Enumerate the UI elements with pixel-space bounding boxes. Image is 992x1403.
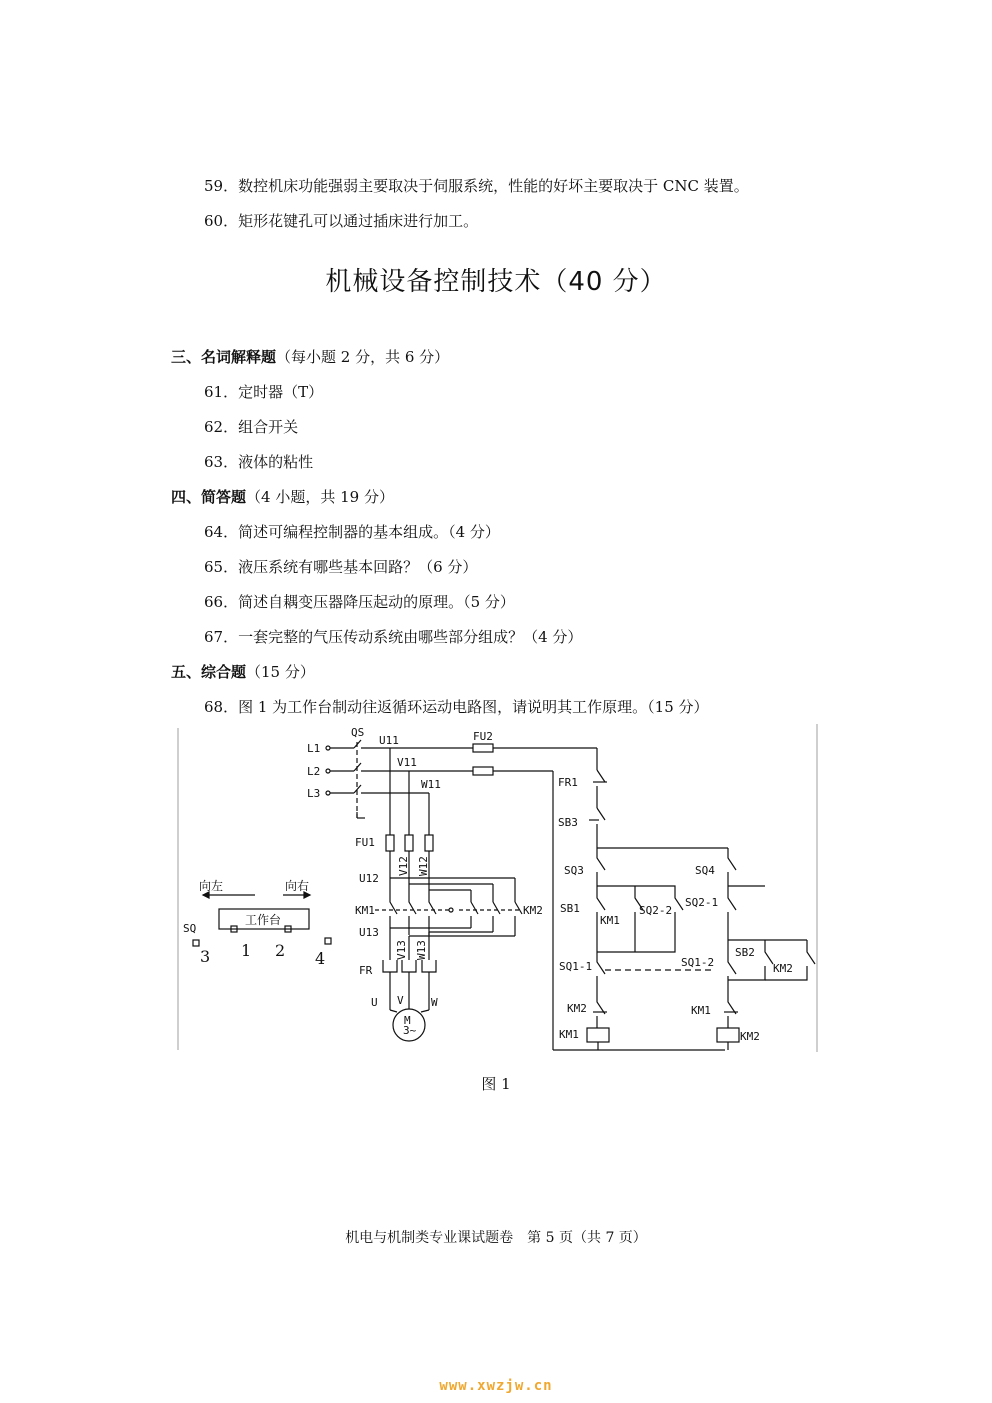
label-w11: W11 bbox=[421, 778, 441, 791]
question-64: 64．简述可编程控制器的基本组成。（4 分） bbox=[204, 523, 500, 541]
question-65: 65．液压系统有哪些基本回路？（6 分） bbox=[204, 558, 478, 576]
label-sq1-2: SQ1-2 bbox=[681, 956, 715, 969]
label-u11: U11 bbox=[379, 734, 399, 747]
label-fu2: FU2 bbox=[473, 730, 493, 743]
label-km1-main: KM1 bbox=[355, 904, 375, 917]
question-67: 67．一套完整的气压传动系统由哪些部分组成？（4 分） bbox=[204, 628, 583, 646]
label-qs: QS bbox=[351, 726, 365, 739]
part5-heading: 五、综合题 bbox=[171, 663, 247, 681]
label-km2-aux: KM2 bbox=[773, 962, 793, 975]
label-fu1: FU1 bbox=[355, 836, 375, 849]
label-motor: M bbox=[404, 1014, 411, 1027]
part4-heading: 四、简答题 bbox=[171, 488, 247, 506]
label-sq3: SQ3 bbox=[564, 864, 584, 877]
label-w: W bbox=[431, 996, 438, 1009]
label-motor-sub: 3~ bbox=[403, 1024, 417, 1037]
label-u: U bbox=[371, 996, 378, 1009]
part3-note: （每小题 2 分，共 6 分） bbox=[276, 348, 450, 366]
question-60: 60．矩形花键孔可以通过插床进行加工。 bbox=[204, 212, 479, 230]
label-v12: V12 bbox=[397, 856, 410, 876]
label-km2-coil: KM2 bbox=[740, 1030, 760, 1043]
label-sb1: SB1 bbox=[560, 902, 580, 915]
label-table: 工作台 bbox=[245, 913, 282, 927]
figure-caption: 图 1 bbox=[481, 1075, 511, 1093]
label-sq4: SQ4 bbox=[695, 864, 715, 877]
label-km1-coil: KM1 bbox=[559, 1028, 579, 1041]
label-sq4-num: 4 bbox=[315, 949, 326, 968]
label-l3: L3 bbox=[307, 787, 321, 800]
label-sq3-num: 3 bbox=[200, 947, 211, 966]
label-u12: U12 bbox=[359, 872, 379, 885]
page-footer: 机电与机制类专业课试题卷 第 5 页（共 7 页） bbox=[345, 1230, 647, 1246]
label-w13: W13 bbox=[415, 940, 428, 960]
part3-header bbox=[171, 347, 449, 367]
part4-note: （4 小题，共 19 分） bbox=[246, 488, 394, 506]
label-sb2: SB2 bbox=[735, 946, 755, 959]
watermark: www.xwzjw.cn bbox=[439, 1378, 553, 1394]
label-sq1-num: 1 bbox=[241, 941, 252, 960]
label-sq1-1: SQ1-1 bbox=[559, 960, 593, 973]
circuit-diagram bbox=[175, 720, 825, 1060]
part3-heading: 三、名词解释题 bbox=[171, 348, 277, 366]
part5-note: （15 分） bbox=[246, 663, 315, 681]
label-l1: L1 bbox=[307, 742, 321, 755]
question-62: 62．组合开关 bbox=[204, 418, 299, 436]
question-59: 59．数控机床功能强弱主要取决于伺服系统，性能的好坏主要取决于 CNC 装置。 bbox=[204, 177, 749, 195]
label-v: V bbox=[397, 994, 404, 1007]
label-km1-aux: KM1 bbox=[600, 914, 620, 927]
label-left-dir: 向左 bbox=[199, 879, 224, 893]
label-km2-interlock: KM2 bbox=[567, 1002, 587, 1015]
label-sq: SQ bbox=[183, 922, 197, 935]
question-66: 66．简述自耦变压器降压起动的原理。（5 分） bbox=[204, 593, 515, 611]
question-68: 68．图 1 为工作台制动往返循环运动电路图，请说明其工作原理。（15 分） bbox=[204, 698, 709, 716]
label-u13: U13 bbox=[359, 926, 379, 939]
label-sq2-num: 2 bbox=[275, 941, 286, 960]
part4-header bbox=[171, 487, 394, 507]
question-63: 63．液体的粘性 bbox=[204, 453, 314, 471]
label-sq2-2: SQ2-2 bbox=[639, 904, 673, 917]
part5-header bbox=[171, 662, 315, 682]
question-61: 61．定时器（T） bbox=[204, 383, 324, 401]
label-fr: FR bbox=[359, 964, 373, 977]
section-title: 机械设备控制技术（40 分） bbox=[325, 267, 667, 297]
label-sq2-1: SQ2-1 bbox=[685, 896, 719, 909]
label-l2: L2 bbox=[307, 765, 321, 778]
label-km1-interlock: KM1 bbox=[691, 1004, 711, 1017]
label-v13: V13 bbox=[395, 940, 408, 960]
label-fr1: FR1 bbox=[558, 776, 578, 789]
label-sb3: SB3 bbox=[558, 816, 578, 829]
label-v11: V11 bbox=[397, 756, 417, 769]
label-right-dir: 向右 bbox=[285, 879, 310, 893]
label-w12: W12 bbox=[417, 856, 430, 876]
label-km2-main: KM2 bbox=[523, 904, 543, 917]
